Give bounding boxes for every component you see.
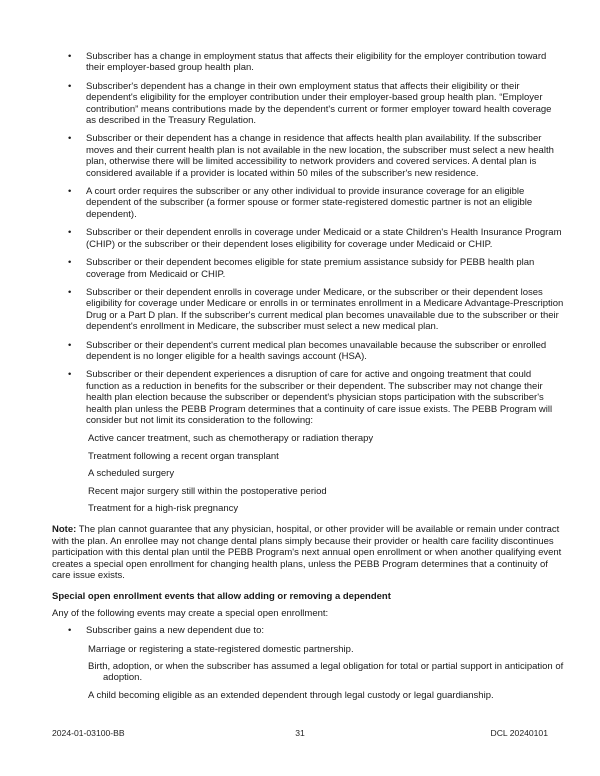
bullet-icon: • — [68, 227, 72, 239]
list-item — [52, 287, 564, 333]
section-heading: Special open enrollment events that allow adding or removing a dependent — [52, 591, 391, 603]
continuity-item: Treatment following a recent organ transplant — [88, 450, 279, 462]
continuity-item: Active cancer treatment, such as chemotherapy or radiation therapy — [88, 433, 374, 445]
bullet-icon: • — [68, 80, 72, 92]
list-item-text: A court order requires the subscriber or any other individual to provide insurance coverage for an eligible dependent of the subscriber (a former spouse or former state-registered domestic partner is not an eligible dependent). — [86, 186, 533, 220]
bullet-icon: • — [68, 257, 72, 269]
footer-dcl-number: DCL 20240101 — [490, 728, 548, 738]
list-item-text: Subscriber or their dependent enrolls in coverage under Medicare, or the subscriber or their dependent loses eligibility for coverage under Medicare or enrolls in or terminates enrollment in a Medicare Advantage-Prescription Drug or a Part D plan. If the subscriber's current medical plan becomes unavailable due to the subscriber or their dependent's enrollment in Medicare, the subscriber must select a new medical plan. — [86, 286, 564, 333]
note-text: The plan cannot guarantee that any physician, hospital, or other provider will be available or remain under contract with the plan. An enrollee may not change dental plans simply because their provider or health care facility discontinues participation with this dental plan until the PEBB Program's next annual open enrollment or when another qualifying event creates a special open enrollment for changing health plans, unless the PEBB Program determines that a continuity of care issue exists. — [52, 524, 562, 582]
list-item-text: Subscriber has a change in employment status that affects their eligibility for the employer contribution toward their employer-based group health plan. — [86, 51, 547, 74]
bullet-icon: • — [68, 51, 72, 62]
list-item — [52, 369, 564, 426]
list-item — [52, 51, 564, 74]
note-paragraph — [52, 524, 564, 581]
bullet-icon: • — [68, 286, 72, 298]
bullet-icon: • — [68, 339, 72, 351]
gain-item: A child becoming eligible as an extended dependent through legal custody or legal guardianship. — [88, 689, 494, 701]
list-item — [52, 257, 564, 280]
bullet-icon: • — [68, 369, 72, 381]
footer-page-number: 31 — [295, 728, 305, 738]
list-item — [52, 186, 564, 220]
continuity-item: A scheduled surgery — [88, 468, 175, 480]
list-item — [52, 81, 564, 127]
continuity-item: Treatment for a high-risk pregnancy — [88, 503, 239, 514]
list-item-text: Subscriber or their dependent becomes eligible for state premium assistance subsidy for PEBB health plan coverage from Medicaid or CHIP. — [86, 257, 535, 280]
list-item-text: Subscriber's dependent has a change in their own employment status that affects their eligibility or their dependent's eligibility for the employer contribution under their employer-based group health plan. “Employer contribution” means contributions made by the dependent's current or former employer toward health coverage as described in the Treasury Regulation. — [86, 80, 552, 127]
page-content — [52, 51, 564, 707]
list-item — [52, 133, 564, 179]
footer-document-number: 2024-01-03100-BB — [52, 728, 125, 738]
continuity-item: Recent major surgery still within the postoperative period — [88, 485, 327, 497]
bullet-icon: • — [68, 625, 72, 637]
list-item — [52, 625, 564, 636]
list-item — [52, 227, 564, 250]
list-item-text: Subscriber gains a new dependent due to: — [86, 625, 264, 637]
intro-paragraph: Any of the following events may create a special open enrollment: — [52, 607, 329, 619]
list-item-text: Subscriber or their dependent enrolls in coverage under Medicaid or a state Children's Health Insurance Program (CHIP) or the subscriber or their dependent loses eligibility for coverage under Medicaid or CHIP. — [86, 227, 562, 250]
note-label: Note: — [52, 524, 77, 536]
list-item — [52, 340, 564, 363]
gain-item: Marriage or registering a state-registered domestic partnership. — [88, 643, 354, 655]
list-item-text: Subscriber or their dependent experiences a disruption of care for active and ongoing treatment that could function as a reduction in benefits for the subscriber or their dependent. The subscriber may not change their health plan election because the subscriber or dependent's physician stops participation with the subscriber's health plan unless the PEBB Program determines that a continuity of care issue exists. The PEBB Program will consider but not limit its consideration to the following: — [86, 369, 553, 426]
gain-item: Birth, adoption, or when the subscriber has assumed a legal obligation for total or partial support in anticipation of adoption. — [88, 661, 564, 684]
bullet-icon: • — [68, 186, 72, 198]
bullet-icon: • — [68, 133, 72, 145]
list-item-text: Subscriber or their dependent has a change in residence that affects health plan availability. If the subscriber moves and their current health plan is not available in the new location, the subscriber must select a new health plan, otherwise there will be limited accessibility to network providers and covered services. A dental plan is considered available if a provider is located within 50 miles of the subscriber's new residence. — [86, 133, 554, 179]
list-item-text: Subscriber or their dependent's current medical plan becomes unavailable because the subscriber or enrolled dependent is no longer eligible for a health savings account (HSA). — [86, 339, 547, 362]
